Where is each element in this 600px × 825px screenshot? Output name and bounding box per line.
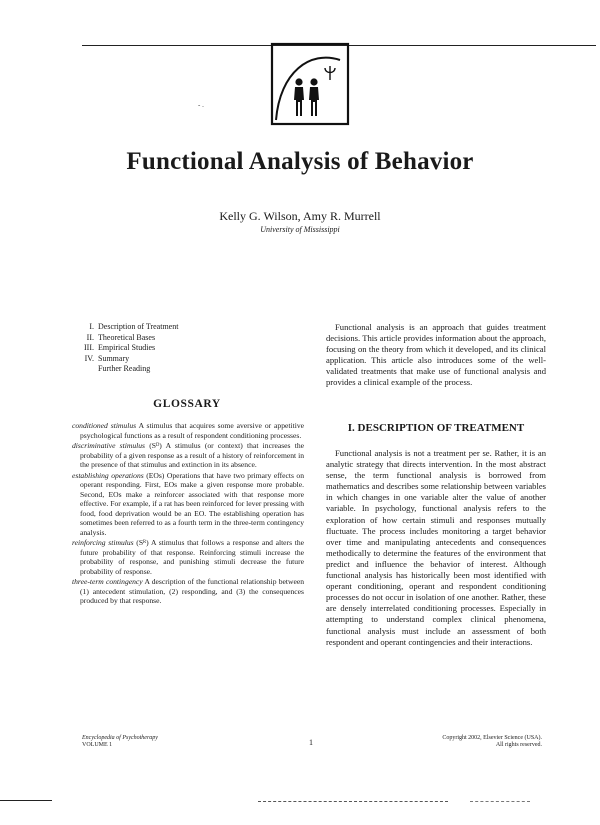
toc-item-number: III. <box>84 343 94 353</box>
toc-item-number: I. <box>89 322 94 331</box>
footer-copyright <box>442 735 542 749</box>
copyright-line: Copyright 2002, Elsevier Science (USA). <box>442 735 542 741</box>
glossary-entry <box>72 421 304 440</box>
glossary-term: three-term contingency <box>72 577 143 586</box>
toc-item <box>80 364 178 375</box>
glossary-definition: (Sᴰ) A stimulus (or context) that increases the probability of a given response as a result of a history of reinforcement in the presence of that stimulus and extinction in its absence. <box>80 441 304 469</box>
toc-item <box>80 322 178 333</box>
bottom-dashes <box>258 801 448 802</box>
glossary-entry <box>72 577 304 606</box>
rights-line: All rights reserved. <box>495 742 542 748</box>
glossary-term: establishing operations <box>72 470 144 480</box>
toc-item <box>80 343 178 354</box>
page-number: 1 <box>309 738 313 747</box>
glossary-entry <box>72 538 304 576</box>
toc-item <box>80 354 178 365</box>
affiliation: University of Mississippi <box>260 225 340 234</box>
toc-item <box>80 333 178 344</box>
body-paragraph: Functional analysis is not a treatment per se. Rather, it is an analytic strategy that directs intervention. In the most abstract sense, the term functional analysis is borrowed from mathematics and describes some relationship between variables in which changes in one variable alter the value of another variable. In psychology, functional analysis refers to the exploration of how certain stimuli and responses mutually fluctuate. The process includes monitoring a target behavior over time and manipulating antecedents and consequences methodically to determine the features of the environment that predict and influence the behavior of interest. Although functional analysis has historically been most identified with operant conditioning, operant and respondent conditioning processes do not occur in isolation of one another. Rather, these are densely interrelated conditioning processes. Especially in attempting to understand complex clinical phenomena, functional analysis must include an assessment of both respondent and operant contingencies and their interactions. <box>326 448 546 647</box>
journal-volume: VOLUME 1 <box>82 742 113 748</box>
intro-paragraph: Functional analysis is an approach that guides treatment decisions. This article provides information about the approach, focusing on the theory from which it developed, and its clinical application. This article also introduces some of the well-validated treatments that make use of functional analysis and provides a clinical example of the process. <box>326 322 546 388</box>
encyclopedia-logo-icon <box>270 42 350 126</box>
bottom-dashes-right <box>470 801 530 802</box>
journal-name: Encyclopedia of Psychotherapy <box>82 735 158 741</box>
bottom-rule <box>0 800 52 801</box>
glossary-heading: GLOSSARY <box>153 398 221 410</box>
toc-item-label: Description of Treatment <box>98 322 179 331</box>
glossary-definition: (EOs) Operations that have two primary effects on operant responding. First, EOs make a given response more probable. Second, EOs make a reinforcer associated with that response more effective. For example, if a rat has been reinforced for lever pressing with food, food deprivation would be an EO. The establishing operation has sometimes been referred to as a fourth term in the three-term contingency analysis. <box>80 470 305 537</box>
stray-mark: - . <box>198 101 204 109</box>
glossary-definition: A stimulus that acquires some aversive or appetitive psychological functions as a result of respondent conditioning processes. <box>80 421 304 440</box>
footer-journal <box>82 735 158 749</box>
glossary-definition: (Sᴿ) A stimulus that follows a response and alters the future probability of that response. Reinforcing stimuli increase the probability of response, and punishing stimuli decrease the future probability of response. <box>80 538 304 576</box>
glossary-term: discriminative stimulus <box>72 441 145 450</box>
toc-item-label: Summary <box>98 353 130 363</box>
glossary-entry <box>72 441 304 470</box>
glossary <box>72 421 304 607</box>
glossary-definition: A description of the functional relationship between (1) antecedent stimulation, (2) responding, and (3) the consequences produced by that response. <box>80 577 304 605</box>
toc-item-number: II. <box>86 332 94 342</box>
toc-item-label: Further Reading <box>98 364 151 374</box>
glossary-term: reinforcing stimulus <box>72 538 134 547</box>
glossary-entry <box>72 471 304 538</box>
toc-item-label: Empirical Studies <box>98 343 156 353</box>
section-heading: I. DESCRIPTION OF TREATMENT <box>347 422 525 434</box>
toc-item-number: IV. <box>84 353 94 363</box>
authors: Kelly G. Wilson, Amy R. Murrell <box>219 209 381 223</box>
toc-item-label: Theoretical Bases <box>98 332 156 342</box>
table-of-contents <box>80 322 178 375</box>
article-title: Functional Analysis of Behavior <box>126 148 474 175</box>
glossary-term: conditioned stimulus <box>72 421 137 430</box>
